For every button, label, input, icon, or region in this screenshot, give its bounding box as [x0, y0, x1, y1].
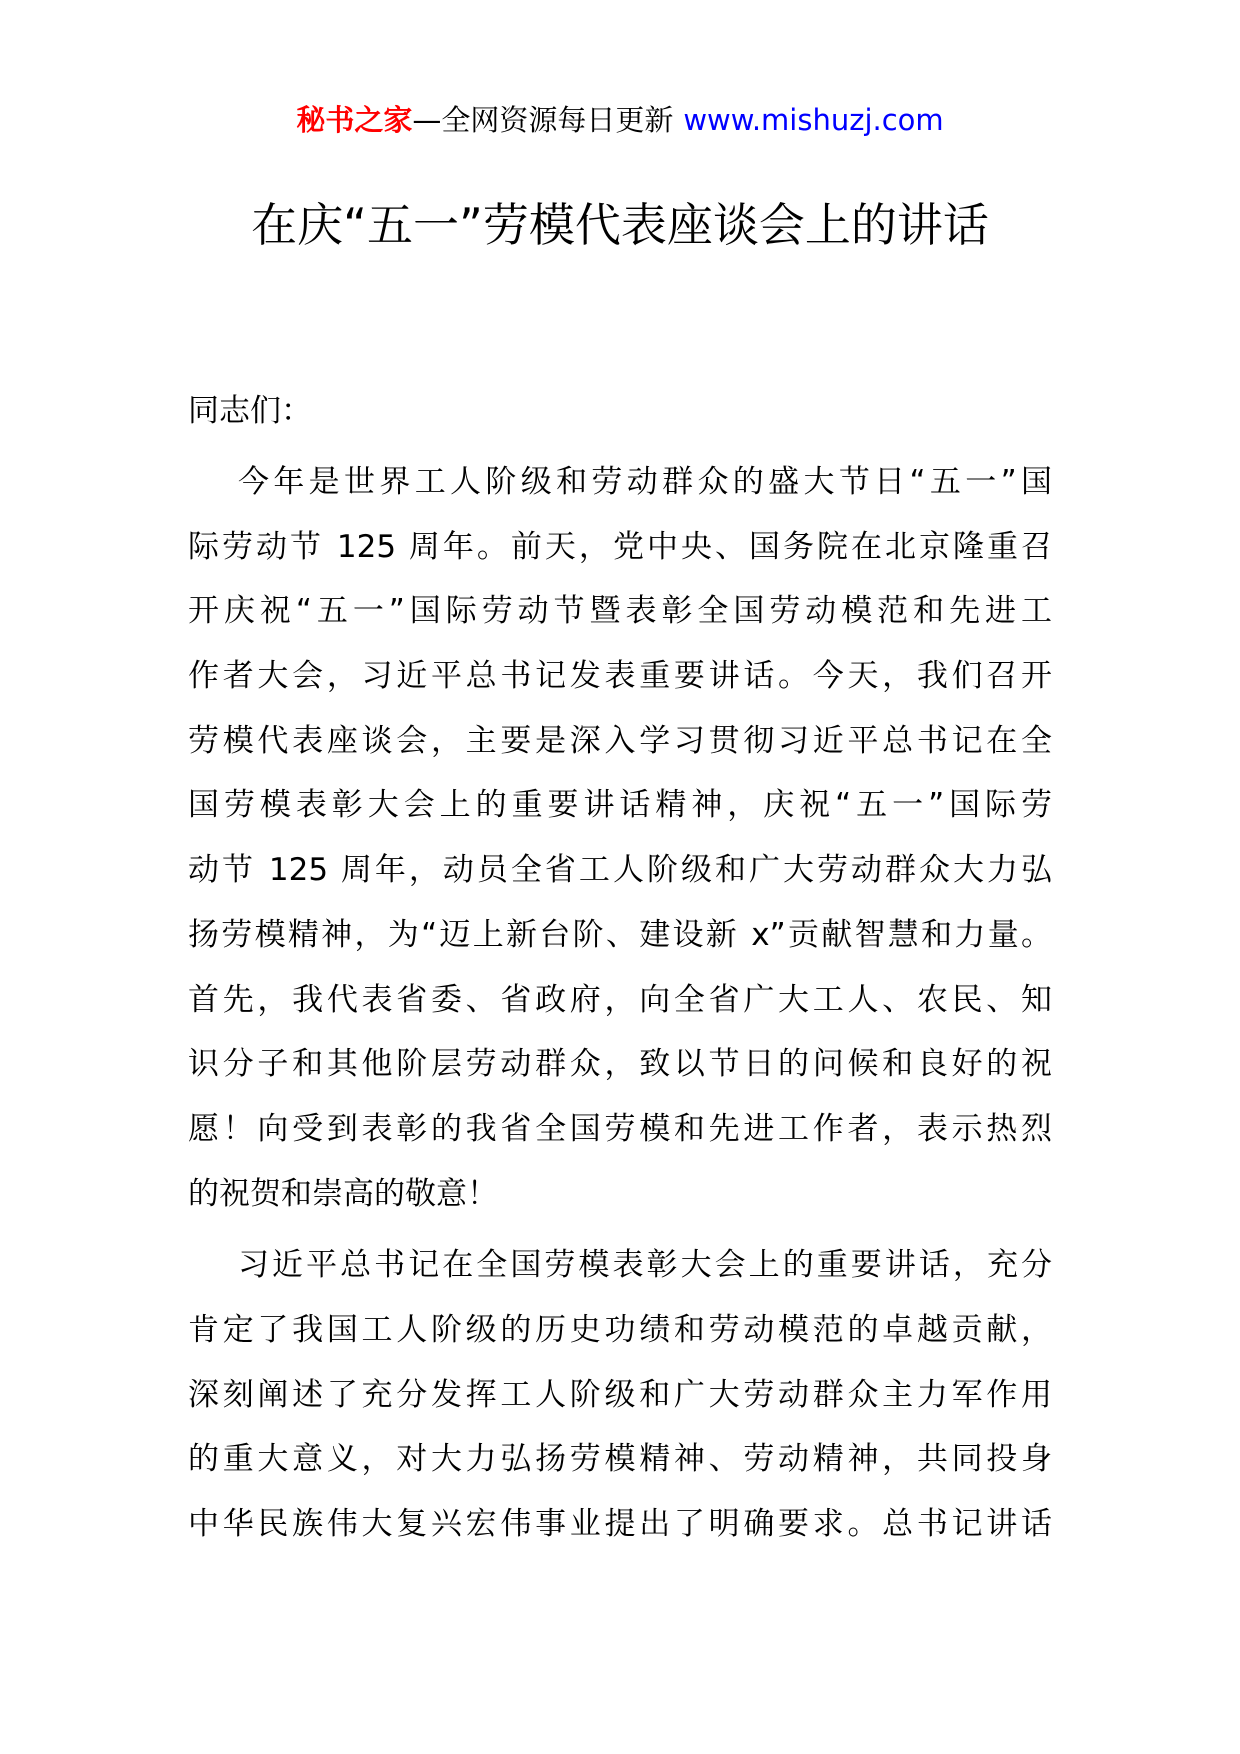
paragraph-line: 首先，我代表省委、省政府，向全省广大工人、农民、知	[188, 981, 1052, 1018]
paragraph-line: 际劳动节 125 周年。前天，党中央、国务院在北京隆重召	[188, 528, 1052, 565]
paragraph-line: 今年是世界工人阶级和劳动群众的盛大节日“五一”国	[238, 464, 1052, 500]
document-body	[188, 380, 1052, 1557]
paragraph-line: 的祝贺和崇高的敬意！	[188, 1175, 498, 1212]
paragraph-line: 劳模代表座谈会，主要是深入学习贯彻习近平总书记在全	[188, 722, 1052, 759]
header-tagline: —全网资源每日更新	[412, 103, 674, 137]
paragraph-line: 深刻阐述了充分发挥工人阶级和广大劳动群众主力军作用	[188, 1376, 1052, 1413]
paragraph-line: 肯定了我国工人阶级的历史功绩和劳动模范的卓越贡献，	[188, 1311, 1052, 1348]
paragraph-line: 习近平总书记在全国劳模表彰大会上的重要讲话，充分	[238, 1247, 1052, 1284]
site-header	[0, 100, 1240, 140]
document-title: 在庆“五一”劳模代表座谈会上的讲话	[251, 198, 989, 252]
paragraph-line: 中华民族伟大复兴宏伟事业提出了明确要求。总书记讲话	[188, 1506, 1052, 1542]
paragraph-line: 识分子和其他阶层劳动群众，致以节日的问候和良好的祝	[188, 1046, 1052, 1083]
salutation: 同志们：	[188, 393, 312, 429]
paragraph-line: 扬劳模精神，为“迈上新台阶、建设新 x”贡献智慧和力量。	[188, 916, 1052, 953]
paragraph-line: 国劳模表彰大会上的重要讲话精神，庆祝“五一”国际劳	[188, 787, 1052, 824]
paragraph-2	[188, 1233, 1052, 1556]
paragraph-line: 作者大会，习近平总书记发表重要讲话。今天，我们召开	[188, 658, 1052, 695]
brand-name: 秘书之家	[296, 103, 413, 137]
site-url-link[interactable]: www.mishuzj.com	[683, 103, 944, 137]
paragraph-1	[188, 450, 1052, 1226]
paragraph-line: 动节 125 周年，动员全省工人阶级和广大劳动群众大力弘	[188, 852, 1052, 889]
paragraph-line: 的重大意义，对大力弘扬劳模精神、劳动精神，共同投身	[188, 1441, 1052, 1478]
paragraph-line: 愿！向受到表彰的我省全国劳模和先进工作者，表示热烈	[188, 1110, 1052, 1147]
paragraph-line: 开庆祝“五一”国际劳动节暨表彰全国劳动模范和先进工	[188, 593, 1052, 630]
